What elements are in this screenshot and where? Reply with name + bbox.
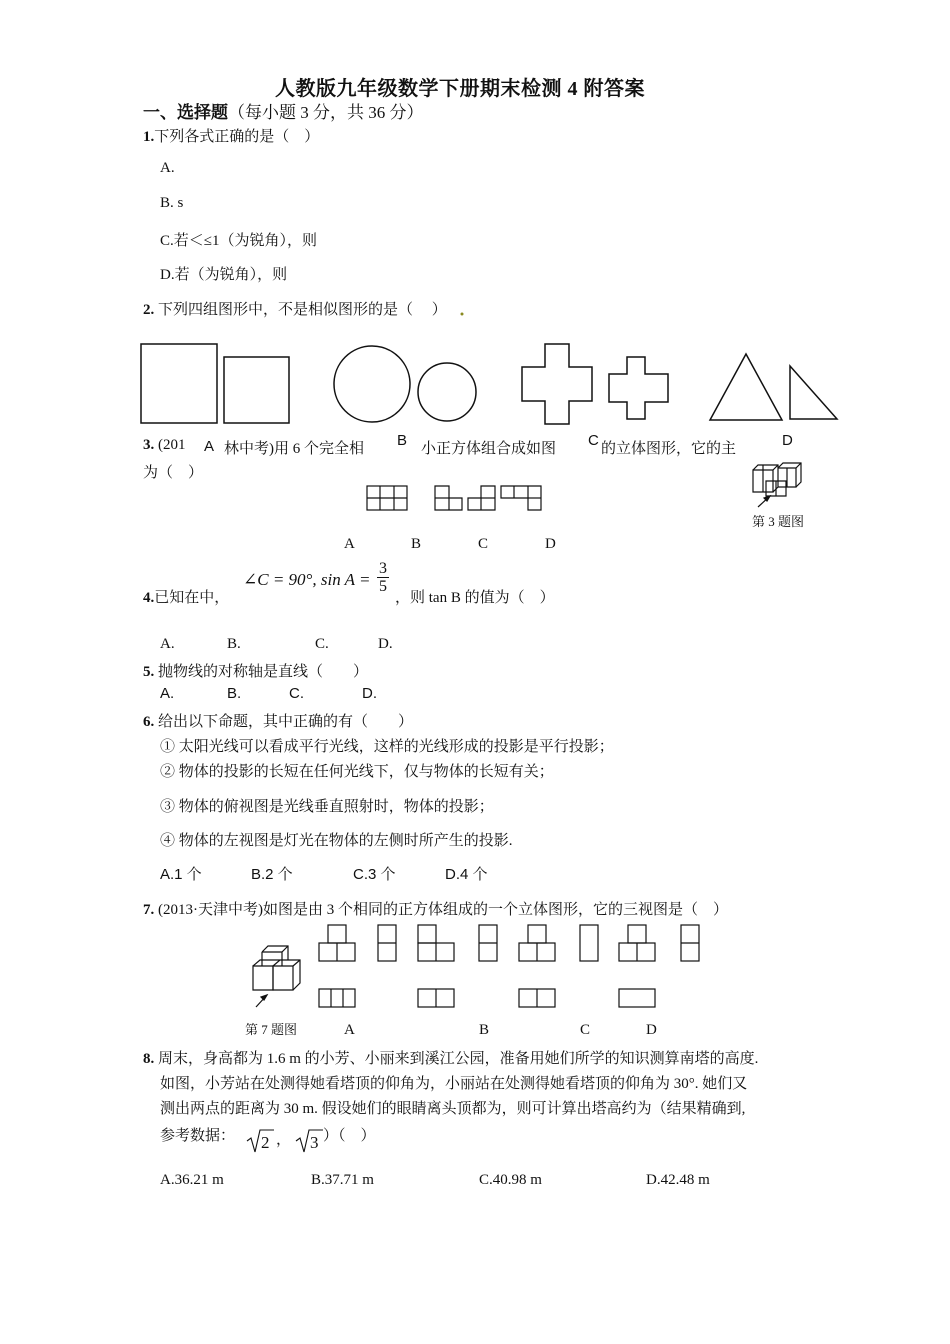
question-1-number: 1.: [143, 129, 155, 145]
question-3-number: 3.: [143, 437, 155, 453]
question-8-line-4: 参考数据：: [160, 1128, 236, 1144]
question-7-caption: 第 7 题图: [245, 1022, 298, 1037]
question-6-item-2: ② 物体的投影的长短在任何光线下，仅与物体的长短有关；: [160, 764, 554, 780]
question-8-line-4-tail: ）（ ）: [323, 1128, 376, 1144]
page-title: 人教版九年级数学下册期末检测 4 附答案: [275, 78, 645, 100]
question-4-option-c: C.: [315, 636, 329, 652]
question-7-option-c: C: [580, 1022, 591, 1038]
question-8-line-2: 如图，小芳站在处测得她看塔顶的仰角为，小丽站在处测得她看塔顶的仰角为 30°. 她们又: [160, 1076, 748, 1092]
question-6-item-1: ① 太阳光线可以看成平行光线，这样的光线形成的投影是平行投影；: [160, 739, 614, 755]
fraction-numerator: 3: [379, 560, 387, 577]
question-5-option-b: B.: [227, 685, 242, 702]
question-5-number: 5.: [143, 664, 155, 680]
question-3-text-a: (201: [154, 437, 186, 453]
question-6-option-b: B.2 个: [251, 866, 293, 883]
question-2-number: 2.: [143, 302, 155, 318]
question-6-item-3: ③ 物体的俯视图是光线垂直照射时，物体的投影；: [160, 799, 494, 815]
question-7-number: 7.: [143, 902, 155, 918]
question-4-option-d: D.: [378, 636, 393, 652]
figure-label-d: D: [782, 432, 793, 449]
question-5-option-a: A.: [160, 685, 175, 702]
question-8-option-d: D.42.48 m: [646, 1172, 710, 1188]
question-1-option-b: B. s: [160, 195, 184, 211]
question-4-option-b: B.: [227, 636, 241, 652]
question-6-text: 给出以下命题，其中正确的有（ ）: [154, 714, 414, 730]
sqrt-3-value: 3: [310, 1133, 319, 1152]
question-4-tail: ，则 tan B 的值为（ ）: [395, 590, 555, 606]
question-1-option-c: C.若＜≤1（为锐角），则: [160, 233, 317, 249]
question-5-option-c: C.: [289, 685, 304, 702]
section-heading-label: 一、选择题: [143, 103, 228, 122]
question-6-option-c: C.3 个: [353, 866, 396, 883]
question-3-text-d: 的立体图形，它的主: [601, 441, 737, 457]
question-7-option-d: D: [646, 1022, 657, 1038]
question-1-text: 下列各式正确的是（ ）: [154, 129, 320, 145]
question-3-option-d: D: [545, 536, 556, 552]
question-5-text: 抛物线的对称轴是直线（ ）: [154, 664, 369, 680]
question-4-option-a: A.: [160, 636, 175, 652]
question-3-caption: 第 3 题图: [752, 514, 805, 529]
question-6-number: 6.: [143, 714, 155, 730]
question-1-option-d: D.若（为锐角），则: [160, 267, 288, 283]
question-6-item-4: ④ 物体的左视图是灯光在物体的左侧时所产生的投影.: [160, 833, 513, 849]
question-8-line-3: 测出两点的距离为 30 m. 假设她们的眼睛离头顶都为，则可计算出塔高约为（结果精确到,: [160, 1101, 746, 1117]
figure-label-a: A: [204, 438, 215, 455]
figure-label-c: C: [588, 432, 599, 449]
question-7-option-b: B: [479, 1022, 490, 1038]
question-3-text-c: 小正方体组合成如图: [421, 441, 557, 457]
question-3-line2: 为（ ）: [143, 465, 204, 481]
question-1-option-a: A.: [160, 160, 175, 176]
question-4-formula-left: ∠C = 90°, sin A =: [243, 570, 371, 589]
figure-label-b: B: [397, 432, 408, 449]
question-8-text-1: 周末，身高都为 1.6 m 的小芳、小丽来到溪江公园，准备用她们所学的知识测算南塔的高度.: [154, 1051, 759, 1067]
question-2-text: 下列四组图形中，不是相似图形的是（ ）: [154, 302, 447, 318]
sqrt-2-value: 2: [261, 1133, 270, 1152]
question-6-option-d: D.4 个: [445, 866, 488, 883]
sqrt-comma: ，: [276, 1132, 292, 1148]
question-3-option-c: C: [478, 536, 489, 552]
question-8-option-c: C.40.98 m: [479, 1172, 542, 1188]
question-7-text: (2013·天津中考)如图是由 3 个相同的正方体组成的一个立体图形，它的三视图是（ ）: [154, 902, 728, 918]
question-3-option-a: A: [344, 536, 355, 552]
section-heading-note: （每小题 3 分，共 36 分）: [228, 103, 424, 122]
question-6-option-a: A.1 个: [160, 866, 202, 883]
question-7-option-a: A: [344, 1022, 355, 1038]
question-8-number: 8.: [143, 1051, 155, 1067]
question-5-option-d: D.: [362, 685, 377, 702]
question-4-text: 已知在中，: [154, 590, 230, 606]
question-3-text-b: 林中考)用 6 个完全相: [224, 441, 364, 457]
question-8-option-b: B.37.71 m: [311, 1172, 374, 1188]
question-8-option-a: A.36.21 m: [160, 1172, 224, 1188]
question-4-number: 4.: [143, 590, 155, 606]
question-3-option-b: B: [411, 536, 422, 552]
fraction-denominator: 5: [379, 578, 387, 595]
